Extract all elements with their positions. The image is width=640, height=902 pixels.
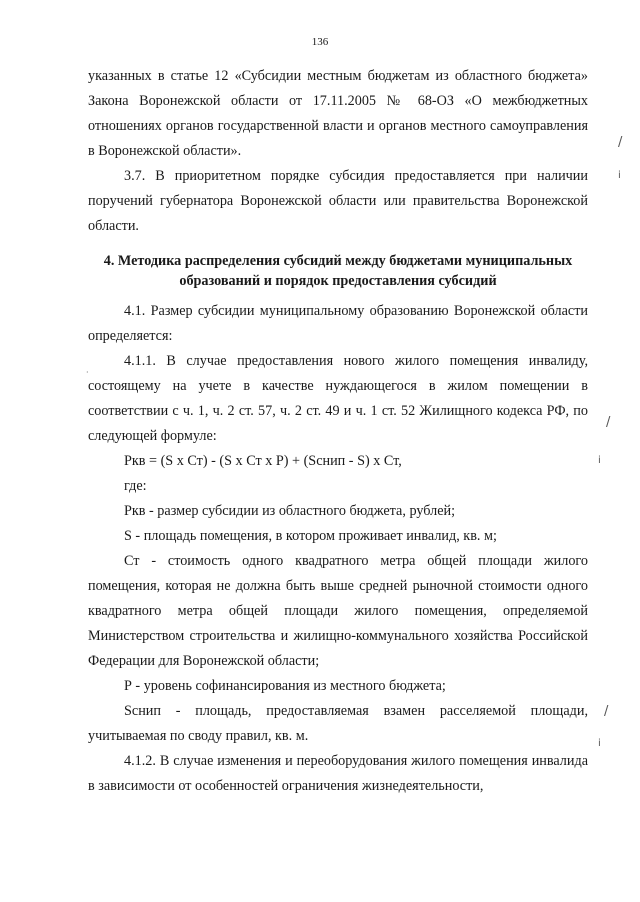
definition-rkv: Ркв - размер субсидии из областного бюджета, рублей; — [124, 503, 456, 519]
definition-ssnip: Sснип - площадь, предоставляемая взамен расселяемой площади, учитываемая по своду правил, кв. м. — [88, 703, 588, 744]
definition-s: S - площадь помещения, в котором проживает инвалид, кв. м; — [124, 528, 497, 544]
formula: Ркв = (S х Ст) - (S х Ст х Р) + (Sснип - S) х Ст, — [124, 453, 402, 469]
paragraph-4-1-1: 4.1.1. В случае предоставления нового жилого помещения инвалиду, состоящему на учете в качестве нуждающегося в жилом помещении в соответствии с ч. 1, ч. 2 ст. 57, ч. 2 ст. 49 и ч. 1 ст. 52 Жилищного кодекса РФ, по следующей формуле: — [88, 353, 588, 444]
margin-mark: ⅰ — [598, 455, 601, 466]
paragraph-4-1: 4.1. Размер субсидии муниципальному образованию Воронежской области определяется: — [88, 303, 588, 344]
definition-st: Ст - стоимость одного квадратного метра общей площади жилого помещения, которая не должна быть выше средней рыночной стоимости одного квадратного метра общей площади жилого помещения, определяемой Министерством строительства и жилищно-коммунального хозяйства Российской Федерации для Воронежской области; — [88, 553, 588, 669]
margin-dot: · — [86, 368, 89, 377]
page-number: 136 — [311, 36, 329, 48]
margin-mark: / — [618, 135, 623, 150]
margin-mark: / — [604, 704, 609, 719]
where-label: где: — [124, 478, 147, 494]
margin-mark: / — [606, 415, 611, 430]
paragraph-3-7: 3.7. В приоритетном порядке субсидия предоставляется при наличии поручений губернатора Воронежской области или правительства Воронежской области. — [88, 168, 588, 234]
definition-p: Р - уровень софинансирования из местного бюджета; — [124, 678, 446, 694]
section-heading-4: 4. Методика распределения субсидий между бюджетами муниципальных образований и порядок предоставления субсидий — [103, 253, 573, 289]
paragraph-4-1-2: 4.1.2. В случае изменения и переоборудования жилого помещения инвалида в зависимости от особенностей ограничения жизнедеятельности, — [88, 753, 588, 794]
margin-mark: ⅰ — [618, 170, 621, 181]
document-body — [88, 64, 588, 799]
margin-mark: ⅰ — [598, 738, 601, 749]
paragraph-law-reference: указанных в статье 12 «Субсидии местным бюджетам из областного бюджета» Закона Воронежской области от 17.11.2005 № 68-ОЗ «О межбюджетных отношениях органов государственной власти и органов местного самоуправления в Воронежской области». — [88, 68, 588, 159]
